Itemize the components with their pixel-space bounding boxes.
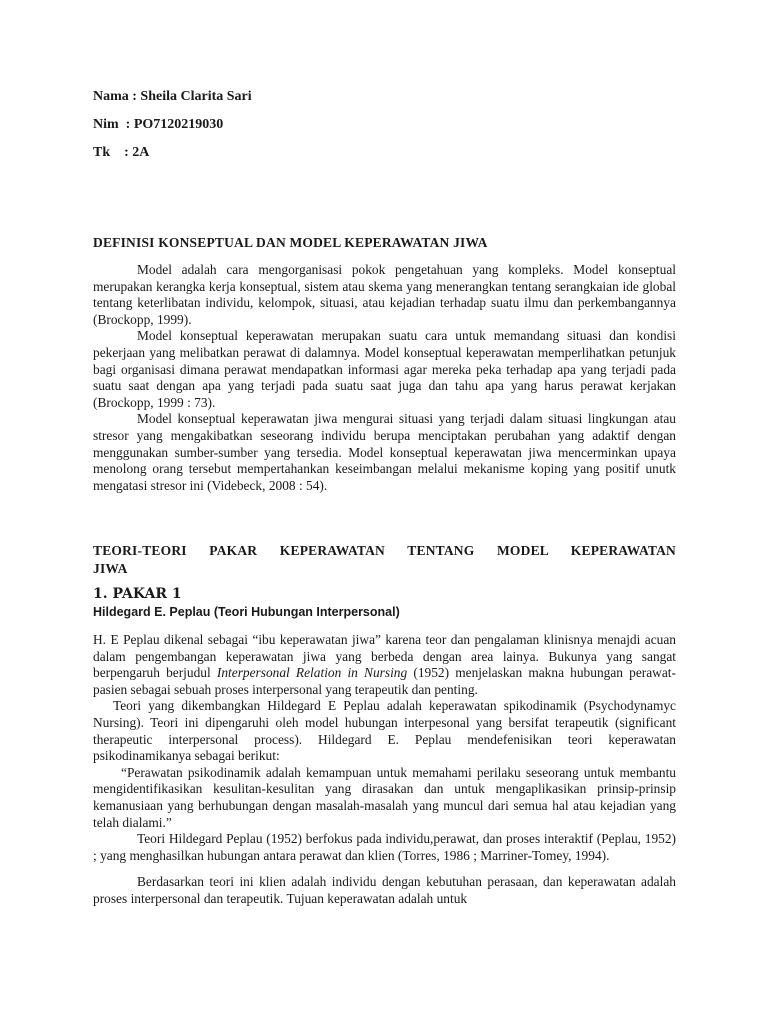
section2-body	[93, 632, 676, 908]
student-name: Nama : Sheila Clarita Sari	[93, 89, 252, 104]
peplau-quote-paragraph: “Perawatan psikodinamik adalah kemampuan untuk memahami perilaku seseorang untuk membantu mengidentifikasikan kesulitan-kesulitan yang dirasakan dan untuk mengaplikasikan prinsip-prinsip kemanusiaan yang berhubungan dengan masalah-masalah yang muncul dari semua hal atau kejadian yang telah dialami.”	[93, 764, 676, 830]
section2-title-line1: TEORI-TEORI PAKAR KEPERAWATAN TENTANG MODEL KEPERAWATAN	[93, 543, 676, 558]
pakar-heading: 1. PAKAR 1	[93, 586, 182, 602]
section2-title-line2: JIWA	[93, 561, 128, 576]
peplau-client-paragraph: Berdasarkan teori ini klien adalah individu dengan kebutuhan perasaan, dan keperawatan adalah proses interpersonal dan terapeutik. Tujuan keperawatan adalah untuk	[93, 874, 676, 906]
book-title: Interpersonal Relation in Nursing	[216, 665, 408, 681]
section1-paragraph: Model konseptual keperawatan jiwa mengurai situasi yang terjadi dalam situasi lingkungan atau stresor yang mengakibatkan seseorang individu berupa menciptakan perubahan yang adaktif dengan menggunakan sumber-sumber yang tersedia. Model konseptual keperawatan jiwa mencerminkan upaya menolong orang tersebut mempertahankan keseimbangan melalui mekanisme koping yang positif unutk mengatasi stresor ini (Videbeck, 2008 : 54).	[93, 411, 676, 493]
peplau-intro-text: H. E Peplau dikenal sebagai “ibu keperawatan jiwa” karena teor dan pengalaman klinisnya menajdi acuan dalam pengembangan keperawatan jiwa yang berbeda dengan area lainya. Bukunya yang sangat berpengaruh berjudul	[93, 632, 676, 681]
peplau-intro-text-end: (1952) menjelaskan makna hubungan perawat-pasien sebagai sebuah proses interpersonal yang terapeutik dan penting.	[93, 665, 676, 697]
section1-paragraph: Model adalah cara mengorganisasi pokok pengetahuan yang kompleks. Model konseptual merupakan kerangka kerja konseptual, sistem atau skema yang menerangkan tentang serangkaian ide global tentang keterlibatan individu, kelompok, situasi, atau kejadian terhadap suatu ilmu dan perkembangannya (Brockopp, 1999).	[93, 262, 676, 327]
section1-paragraph: Model konseptual keperawatan merupakan suatu cara untuk memandang situasi dan kondisi pekerjaan yang melibatkan perawat di dalamnya. Model konseptual keperawatan memperlihatkan petunjuk bagi organisasi dimana perawat mendapatkan informasi agar mereka peka terhadap apa yang terjadi pada suatu saat dengan apa yang terjadi pada suatu saat juga dan tahu apa yang harus perawat kerjakan (Brockopp, 1999 : 73).	[93, 328, 676, 410]
peplau-intro-paragraph	[93, 632, 676, 698]
peplau-theory-paragraph: Teori yang dikembangkan Hildegard E Peplau adalah keperawatan spikodinamik (Psychodynamyc Nursing). Teori ini dipengaruhi oleh model hubungan interpesonal yang bersifat terapeutik (significant therapeutic interpersonal process). Hildegard E. Peplau mendefenisikan teori keperawatan psikodinamikanya sebagai berikut:	[93, 698, 676, 764]
pakar-subheading: Hildegard E. Peplau (Teori Hubungan Interpersonal)	[93, 605, 400, 619]
peplau-focus-paragraph: Teori Hildegard Peplau (1952) berfokus pada individu,perawat, dan proses interaktif (Peplau, 1952) ; yang menghasilkan hubungan antara perawat dan klien (Torres, 1986 ; Marriner-Tomey, 1994).	[93, 831, 676, 863]
student-nim: Nim : PO7120219030	[93, 117, 224, 132]
student-class: Tk : 2A	[93, 145, 150, 160]
section1-title: DEFINISI KONSEPTUAL DAN MODEL KEPERAWATAN JIWA	[93, 235, 488, 250]
section1-body	[93, 262, 676, 494]
